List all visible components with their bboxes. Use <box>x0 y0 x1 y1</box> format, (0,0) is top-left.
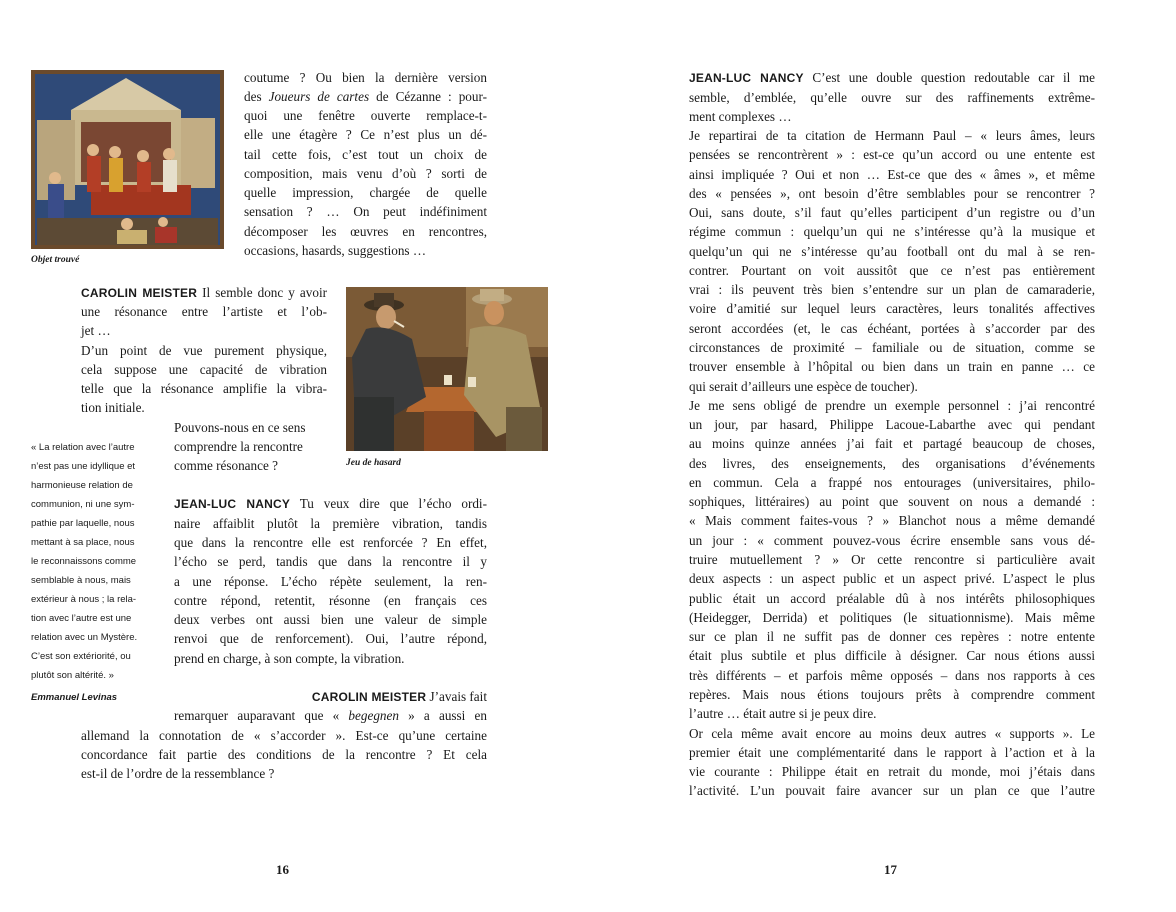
caption-jeu-de-hasard: Jeu de hasard <box>346 458 401 468</box>
text-line: deux aspects : un aspect public et un aspect privé. L’aspect le plus <box>689 571 1095 586</box>
text-line: sophiques, littéraires) au point que souvent on nous a demandé : <box>689 494 1095 509</box>
text-line: au moins quinze années j’ai fait et partagé beaucoup de choses, <box>689 436 1095 451</box>
quote-line: communion, ni une sym- <box>31 499 135 510</box>
text-line: contrer. Pourtant on voit aussitôt que ce n’est pas entièrement <box>689 263 1095 278</box>
text-line: régime commun : quelqu’un qui ne s’intéresse qu’à la musique et <box>689 224 1095 239</box>
text-line: des livres, des enseignements, des organisations d’événements <box>689 456 1095 471</box>
quote-author: Emmanuel Levinas <box>31 692 118 703</box>
speaker-jean-luc-nancy: JEAN-LUC NANCY <box>174 497 291 511</box>
text-line: un jour, par hasard, Philippe Lacoue-Labarthe avec qui pendant <box>689 417 1095 432</box>
text-line: seront accordées (et, le cas échéant, portées à s’accorder par des <box>689 321 1095 336</box>
speaker-jean-luc-nancy: JEAN-LUC NANCY <box>689 71 804 85</box>
text-line: des Joueurs de cartes de Cézanne : pour- <box>244 89 487 104</box>
text-line: renvoi que de renforcement). Oui, l’autre répond, <box>174 631 487 646</box>
quote-line: harmonieuse relation de <box>31 480 133 491</box>
page-number-right: 17 <box>884 862 897 877</box>
text-line: (Heidegger, Derrida) et politiques (le situationnisme). Mais même <box>689 610 1095 625</box>
text-line: était plus subtile et plus difficile à désigner. Car nous étions aussi <box>689 648 1095 663</box>
quote-line: semblable à nous, mais <box>31 575 131 586</box>
text-line: occasions, hasards, suggestions … <box>244 243 427 258</box>
text-line: Je me sens obligé de prendre un exemple personnel : j’ai rencontré <box>689 398 1095 413</box>
text-line: des « pensées », ont besoin d’être semblables pour se rencontrer ? <box>689 186 1095 201</box>
objet-trouve-painting <box>31 70 224 249</box>
text-line: CAROLIN MEISTER J’avais fait <box>311 689 487 704</box>
text-line: est-il de l’ordre de la ressemblance ? <box>81 766 275 781</box>
text-line: un jour : « comment pouvez-vous écrire ensemble sans vous dé- <box>689 533 1095 548</box>
quote-line: « La relation avec l’autre <box>31 442 135 453</box>
text-line: D’un point de vue purement physique, <box>81 343 327 358</box>
quote-line: le reconnaissons comme <box>31 556 137 567</box>
text-line: comme résonance ? <box>174 458 278 473</box>
jeu-de-hasard-painting-svg <box>346 287 548 451</box>
text-line: jet … <box>81 323 111 338</box>
text-line: telle que la résonance amplifie la vibra- <box>81 381 327 396</box>
quote-line: C’est son extériorité, ou <box>31 651 131 662</box>
quote-line: extérieur à nous ; la rela- <box>31 594 137 605</box>
text-line: tail cette fois, c’est tout un choix de <box>244 147 487 162</box>
text-line: très différents – et parfois même opposés – dans nos rapports à ces <box>689 668 1095 683</box>
text-line: Pouvons-nous en ce sens <box>174 420 306 435</box>
text-line: « Mais comment faites-vous ? » Blanchot nous a même demandé <box>689 513 1095 528</box>
text-line: premier était une complémentarité dans le rapport à l’action et à la <box>689 745 1095 760</box>
text-line: allemand la connotation de « s’accorder ». Est-ce qu’une certaine <box>81 728 487 743</box>
quote-line: tion avec l’autre est une <box>31 613 132 624</box>
text-line: trouver ensemble à l’hôpital ou bien dans un train en panne … ce <box>689 359 1095 374</box>
text-line: ainsi impliquée ? Oui et non … Est-ce que des « âmes », et même <box>689 167 1095 182</box>
text-line: JEAN-LUC NANCY C’est une double question redoutable car il me <box>689 70 1095 85</box>
quote-line: n’est pas une idyllique et <box>31 461 136 472</box>
text-line: concordance fait partie des conditions de la rencontre ? Et cela <box>81 747 487 762</box>
text-line: quoi une fenêtre ouverte remplace-t- <box>244 108 487 123</box>
text-line: que dans la rencontre elle est renforcée ? En effet, <box>174 535 487 550</box>
text-line: remarquer auparavant que « begegnen » a aussi en <box>174 708 487 723</box>
text-line: truire mutuellement ? » Or cette rencontre si particulière avait <box>689 552 1095 567</box>
text-line: sensation ? … On peut indéfiniment <box>244 204 487 219</box>
text-line: vie courante : Philippe était en retrait du monde, moi j’étais dans <box>689 764 1095 779</box>
text-line: voire d’amitié sur lequel leurs caractères, leurs tonalités affectives <box>689 301 1095 316</box>
objet-trouve-painting-svg <box>31 70 224 249</box>
text-line: quelle impression, chargée de quelle <box>244 185 487 200</box>
text-line: décomposer les œuvres en rencontres, <box>244 224 487 239</box>
text-line: sur ce plan il ne suffit pas de donner ces repères : notre entente <box>689 629 1095 644</box>
quote-line: mettant à sa place, nous <box>31 537 135 548</box>
text-line: elle une étagère ? Ce n’est plus un dé- <box>244 127 487 142</box>
text-line: comprendre la rencontre <box>174 439 303 454</box>
quote-line: pathie par laquelle, nous <box>31 518 135 529</box>
text-line: quelqu’un qui ne s’intéresse qu’au football ont du mal à se ren- <box>689 244 1095 259</box>
text-line: qui serait d’ailleurs une espèce de toucher). <box>689 379 918 394</box>
text-line: contre répond, retentit, résonne (en français ces <box>174 593 487 608</box>
text-line: pensées se rencontrèrent » : est-ce qu’un accord ou une entente est <box>689 147 1095 162</box>
text-line: Oui, sans doute, s’il faut qu’elles participent d’un registre ou d’un <box>689 205 1095 220</box>
text-line: ment complexes … <box>689 109 792 124</box>
text-line: circonstances de proximité – familiale ou de situation, comme se <box>689 340 1095 355</box>
text-line: cela suppose une capacité de vibration <box>81 362 327 377</box>
quote-line: plutôt son altérité. » <box>31 670 114 681</box>
text-line: public était un accord préalable dû à nos intérêts philosophiques <box>689 591 1095 606</box>
page-number-left: 16 <box>276 862 289 877</box>
text-line: Je repartirai de ta citation de Hermann Paul – « leurs âmes, leurs <box>689 128 1095 143</box>
quote-line: relation avec un Mystère. <box>31 632 138 643</box>
text-line: vrai : ils peuvent très bien s’entendre sur un plan de camaraderie, <box>689 282 1095 297</box>
text-line: composition, mais venu d’où ? sorti de <box>244 166 487 181</box>
text-line: l’écho se perd, tandis que dans la rencontre il y <box>174 554 487 569</box>
text-line: prend en charge, à son compte, la vibration. <box>174 651 405 666</box>
jeu-de-hasard-painting <box>346 287 548 451</box>
speaker-carolin-meister: CAROLIN MEISTER <box>81 286 198 300</box>
text-line: deux verbes ont aussi bien une valeur de simple <box>174 612 487 627</box>
text-line: CAROLIN MEISTER Il semble donc y avoir <box>81 285 328 300</box>
text-line: a une réponse. L’écho répète seulement, la ren- <box>174 574 487 589</box>
text-line: semble, d’emblée, qu’elle ouvre sur des raffinements extrême- <box>689 90 1095 105</box>
text-line: en commun. Cela a frappé nos entourages (universitaires, philo- <box>689 475 1095 490</box>
text-line: l’activité. L’un pouvait faire avancer sur un plan ce que l’autre <box>689 783 1095 798</box>
text-line: JEAN-LUC NANCY Tu veux dire que l’écho ordi- <box>174 496 487 511</box>
text-line: naire affaiblit plutôt la première vibration, tandis <box>174 516 487 531</box>
text-line: repères. Mais nous étions toujours prêts à comprendre comment <box>689 687 1095 702</box>
text-line: une résonance entre l’artiste et l’ob- <box>81 304 327 319</box>
speaker-carolin-meister: CAROLIN MEISTER <box>311 690 427 704</box>
caption-objet-trouve: Objet trouvé <box>31 255 80 265</box>
text-line: l’autre … était autre si je peux dire. <box>689 706 877 721</box>
text-line: coutume ? Ou bien la dernière version <box>244 70 487 85</box>
text-line: Or cela même avait encore au moins deux autres « supports ». Le <box>689 726 1095 741</box>
text-line: tion initiale. <box>81 400 145 415</box>
